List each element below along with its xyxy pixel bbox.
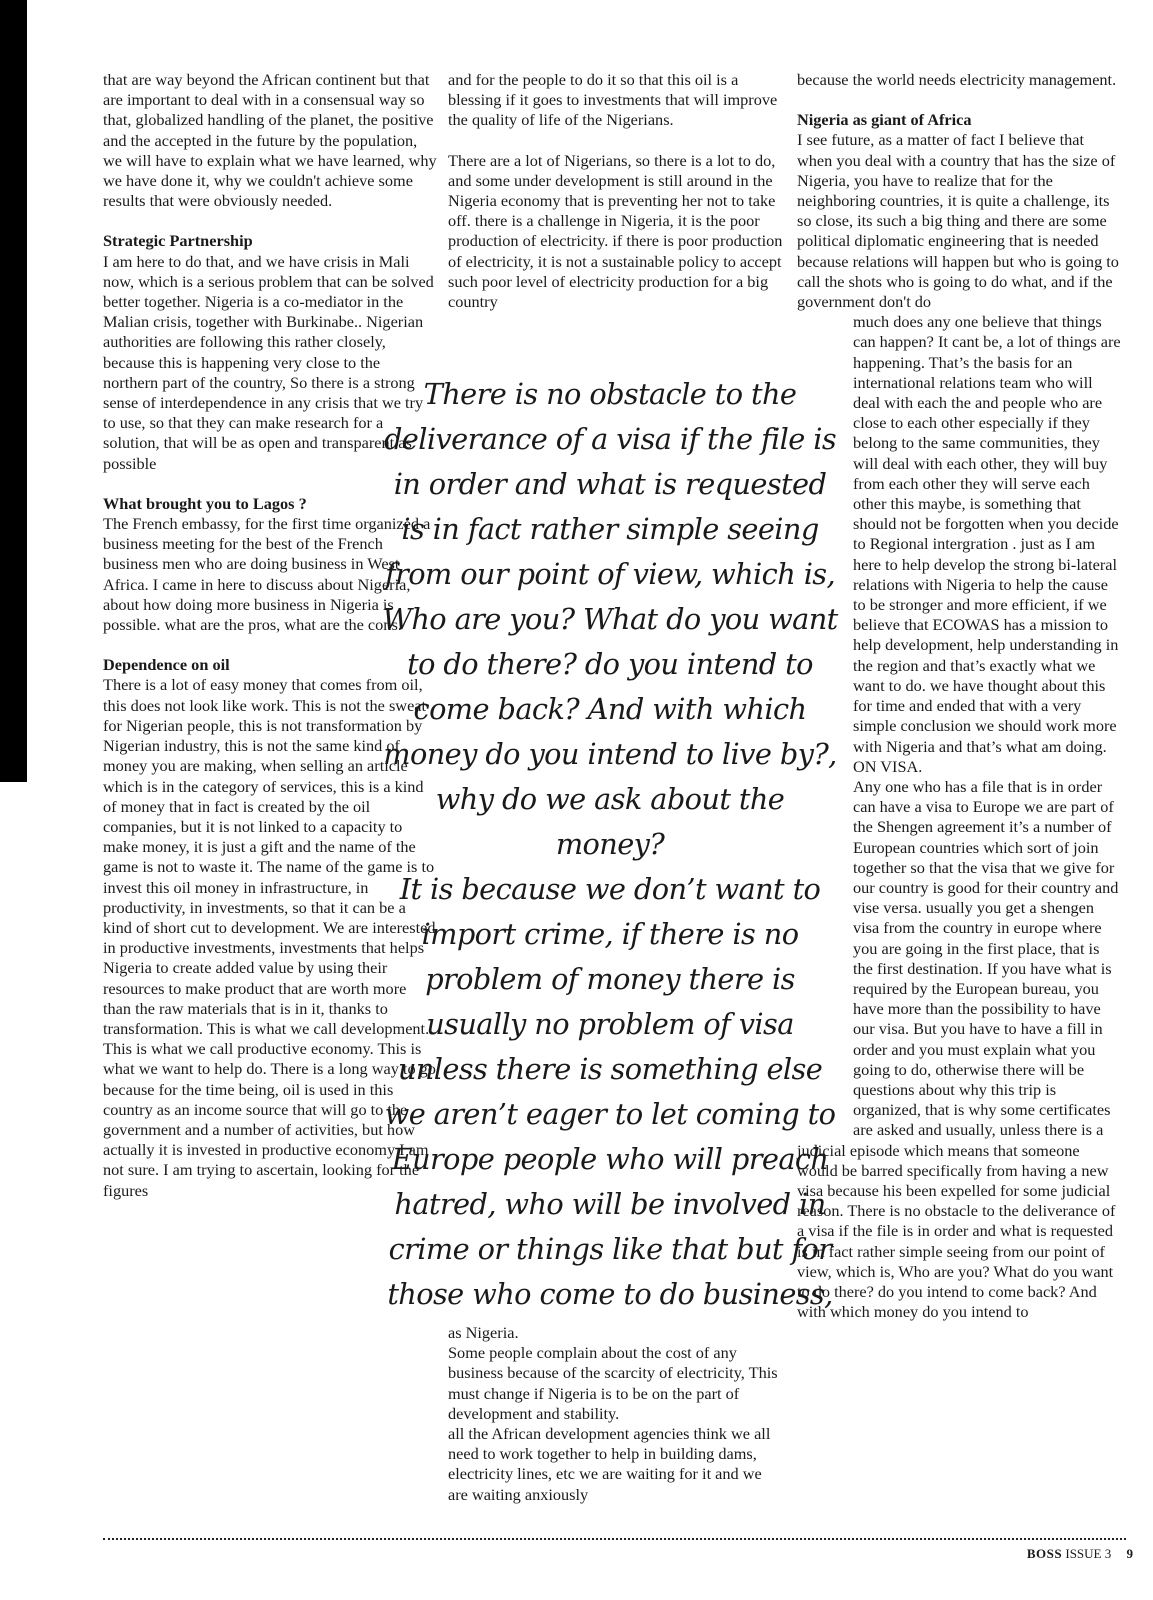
page-number: 9 xyxy=(1126,1546,1133,1561)
lagos-body: The French embassy, for the first time organized a business meeting for the best of the French business men who are doing business in West Africa. I came in here to discuss about Nigeria, about how doing more business in Nigeria is possible. what are the pros, what are the cons. xyxy=(103,514,431,635)
heading-strategic-partnership: Strategic Partnership xyxy=(103,231,253,251)
col2-paragraph-4: Some people complain about the cost of any business because of the scarcity of electricity, This must change if Nigeria is to be on the part of development and stability. xyxy=(448,1343,778,1423)
black-side-bar xyxy=(0,0,27,782)
page-footer xyxy=(1027,1546,1133,1562)
heading-giant-of-africa: Nigeria as giant of Africa xyxy=(797,110,972,130)
col2-paragraph-3: as Nigeria. xyxy=(448,1323,519,1342)
giant-body-full-width: I see future, as a matter of fact I believe that when you deal with a country that has the size of Nigeria, you have to realize that for the neighboring countries, it is quite a challenge, its so close, its such a big thing and there are some political diplomatic engineering that is needed because relations will happen but who is going to call the shots who is going to do what, and if the government don't do xyxy=(797,130,1119,312)
heading-lagos: What brought you to Lagos ? xyxy=(103,493,307,513)
col2-paragraph-2: There are a lot of Nigerians, so there is a lot to do, and some under development is still around in the Nigeria economy that is preventing her not to take off. there is a challenge in Nigeria, it is the poor production of electricity. if there is poor production of electricity, it is not a sustainable policy to accept such poor level of electricity production for a big country xyxy=(448,150,783,312)
col3-paragraph-1: because the world needs electricity management. xyxy=(797,70,1117,89)
oil-body: There is a lot of easy money that comes from oil, this does not look like work. This is not the sweat for Nigerian people, this is not transformation by Nigerian industry, this is not the same kind of money you are making, when selling an article which is in the category of services, this is a kind of money that in fact is created by the oil companies, but it is not linked to a capacity to make money, it is just a gift and the name of the game is not to waste it. The name of the game is to invest this oil money in infrastructure, in productivity, in investments, so that it can be a kind of short cut to development. We are interested in productive investments, investments that helps Nigeria to create added value by using their resources to make product that are worth more than the raw materials that is in it, thanks to transformation. This is what we call development. This is what we call productive economy. This is what we want to help do. There is a long way to go because for the time being, oil is used in this country as an income source that will go to the government and a number of activities, but how actually it is invested in productive economy I am not sure. I am trying to ascertain, looking for the figures xyxy=(103,675,436,1200)
visa-body-full-width: judicial episode which means that someone would be barred specifically from having a new visa because his been expelled for some judicial reason. There is no obstacle to the deliverance of a visa if the file is in order and what is requested is in fact rather simple seeing from our point of view, which is, Who are you? What do you want to do there? do you intend to come back? And with which money do you intend to xyxy=(797,1140,1116,1322)
strategic-partnership-body: I am here to do that, and we have crisis in Mali now, which is a serious problem that can be solved better together. Nigeria is a co-mediator in the Malian crisis, together with Burkinabe.. Nigerian authorities are following this rather closely, because this is happening very close to the northern part of the country, So there is a strong sense of interdependence in any crisis that we try to use, so that they can make research for a solution, that will be as open and transparent as possible xyxy=(103,251,434,473)
article-column-2-top xyxy=(448,70,783,312)
visa-body-indented: Any one who has a file that is in order can have a visa to Europe we are part of the Shengen agreement it’s a number of European countries which sort of join together so that the visa that we give for our country is good for their country and vise versa. usually you get a shengen visa from the country in europe where you are going in the first place, that is the first destination. If you have what is required by the European bureau, you have more than the possibility to have our visa. But you have to have a fill in order and you must explain what you going to do, otherwise there will be questions about why this trip is organized, that is why some certificates are asked and usually, unless there is a xyxy=(853,776,1119,1140)
article-column-3 xyxy=(797,70,1122,1322)
pull-quote xyxy=(382,372,838,1317)
pull-quote-part-2: It is because we don’t want to import crime, if there is no problem of money there is usually no problem of visa unless there is something else we aren’t eager to let coming to Europe people who will preach hatred, who will be involved in crime or things like that but for those who come to do business, xyxy=(384,872,836,1311)
footer-dotted-rule xyxy=(103,1538,1126,1540)
article-column-2-bottom xyxy=(448,1323,783,1505)
heading-on-visa: ON VISA. xyxy=(853,756,923,776)
heading-dependence-on-oil: Dependence on oil xyxy=(103,655,230,675)
issue-label: ISSUE 3 xyxy=(1065,1546,1112,1561)
giant-body-indented: much does any one believe that things can happen? It cant be, a lot of things are happening. That’s the basis for an international relations team who will deal with each the and people who are close to each other especially if they belong to the same communities, they will deal with each other, they will buy from each other they will serve each other this maybe, is something that should not be forgotten when you decide to Regional intergration . just as I am here to help develop the strong bi-lateral relations with Nigeria to help the cause to be stronger and more efficient, if we believe that ECOWAS has a mission to help development, help understanding in the region and that’s exactly what we want to do. we have thought about this for time and ended that with a very simple conclusion we should work more with Nigeria and that’s what am doing. xyxy=(853,312,1121,756)
pull-quote-part-1: There is no obstacle to the deliverance of a visa if the file is in order and what is requested is in fact rather simple seeing from our point of view, which is, Who are you? What do you want to do there? do you intend to come back? And with which money do you intend to live by?, why do we ask about the money? xyxy=(382,377,838,861)
col2-paragraph-1: and for the people to do it so that this oil is a blessing if it goes to investments that will improve the quality of life of the Nigerians. xyxy=(448,70,778,130)
magazine-name: BOSS xyxy=(1026,1546,1063,1561)
intro-paragraph: that are way beyond the African continent but that are important to deal with in a consensual way so that, globalized handling of the planet, the positive and the accepted in the future by the population, we will have to explain what we have learned, why we have done it, why we couldn't achieve some results that were obviously needed. xyxy=(103,70,437,211)
col2-paragraph-5: all the African development agencies think we all need to work together to help in building dams, electricity lines, etc we are waiting for it and we are waiting anxiously xyxy=(448,1424,771,1504)
